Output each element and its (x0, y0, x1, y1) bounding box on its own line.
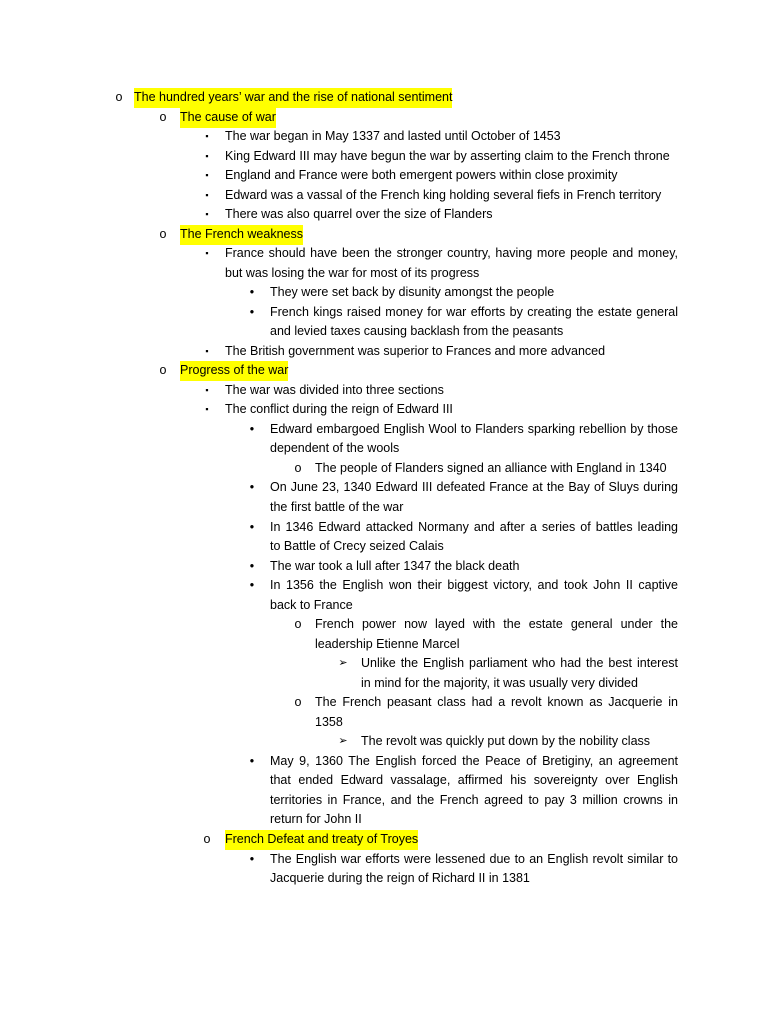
text-line: territories in France, and the French agreed to pay 3 million crowns in (270, 793, 678, 807)
text-line: but was losing the war for most of its progress (225, 266, 480, 280)
square-bullet: ▪ (205, 385, 209, 395)
dot-bullet: • (249, 422, 255, 436)
text-line: French kings raised money for war efforts by creating the estate general (270, 305, 678, 319)
text-line: They were set back by disunity amongst the people (270, 285, 555, 299)
dot-bullet: • (249, 559, 255, 573)
dot-bullet: • (249, 520, 255, 534)
square-bullet: ▪ (205, 190, 209, 200)
circle-bullet: o (159, 110, 167, 124)
circle-bullet: o (115, 90, 123, 104)
text-line: The war was divided into three sections (225, 383, 444, 397)
dot-bullet: • (249, 578, 255, 592)
text-line: The revolt was quickly put down by the nobility class (361, 734, 651, 748)
text-line: leadership Etienne Marcel (315, 637, 460, 651)
arrow-bullet: ➢ (338, 735, 348, 747)
text-line: In 1356 the English won their biggest victory, and took John II captive (270, 578, 678, 592)
text-line: King Edward III may have begun the war by asserting claim to the French throne (225, 149, 670, 163)
square-bullet: ▪ (205, 170, 209, 180)
text-line: dependent of the wools (270, 441, 400, 455)
text-line: Edward embargoed English Wool to Flanders sparking rebellion by those (270, 422, 678, 436)
circle-bullet: o (294, 695, 302, 709)
circle-bullet: o (294, 617, 302, 631)
text-line: back to France (270, 598, 353, 612)
text-line: The English war efforts were lessened due to an English revolt similar to (270, 852, 678, 866)
text-line: The French peasant class had a revolt known as Jacquerie in (315, 695, 678, 709)
square-bullet: ▪ (205, 346, 209, 356)
subheading-progress-of-war: Progress of the war (180, 361, 288, 381)
dot-bullet: • (249, 754, 255, 768)
circle-bullet: o (159, 227, 167, 241)
text-line: Edward was a vassal of the French king holding several fiefs in French territory (225, 188, 662, 202)
text-line: There was also quarrel over the size of Flanders (225, 207, 493, 221)
circle-bullet: o (294, 461, 302, 475)
subheading-cause-of-war: The cause of war (180, 108, 276, 128)
text-line: the first battle of the war (270, 500, 404, 514)
text-line: The war began in May 1337 and lasted until October of 1453 (225, 129, 561, 143)
circle-bullet: o (203, 832, 211, 846)
square-bullet: ▪ (205, 404, 209, 414)
text-line: Jacquerie during the reign of Richard II in 1381 (270, 871, 530, 885)
square-bullet: ▪ (205, 248, 209, 258)
text-line: French power now layed with the estate general under the (315, 617, 678, 631)
dot-bullet: • (249, 305, 255, 319)
text-line: France should have been the stronger country, having more people and money, (225, 246, 678, 260)
text-line: to Battle of Crecy seized Calais (270, 539, 444, 553)
text-line: The British government was superior to Frances and more advanced (225, 344, 606, 358)
dot-bullet: • (249, 285, 255, 299)
text-line: The war took a lull after 1347 the black death (270, 559, 520, 573)
text-line: On June 23, 1340 Edward III defeated France at the Bay of Sluys during (270, 480, 678, 494)
subheading-french-weakness: The French weakness (180, 225, 303, 245)
text-line: and levied taxes causing backlash from the peasants (270, 324, 564, 338)
text-line: 1358 (315, 715, 343, 729)
square-bullet: ▪ (205, 151, 209, 161)
circle-bullet: o (159, 363, 167, 377)
square-bullet: ▪ (205, 131, 209, 141)
text-line: in mind for the majority, it was usually very divided (361, 676, 638, 690)
dot-bullet: • (249, 852, 255, 866)
section-heading: The hundred years’ war and the rise of national sentiment (134, 88, 452, 108)
square-bullet: ▪ (205, 209, 209, 219)
arrow-bullet: ➢ (338, 657, 348, 669)
text-line: England and France were both emergent powers within close proximity (225, 168, 618, 182)
text-line: that ended Edward vassalage, affirmed his sovereignty over English (270, 773, 678, 787)
text-line: In 1346 Edward attacked Normany and after a series of battles leading (270, 520, 678, 534)
text-line: The people of Flanders signed an alliance with England in 1340 (315, 461, 667, 475)
dot-bullet: • (249, 480, 255, 494)
text-line: return for John II (270, 812, 362, 826)
text-line: May 9, 1360 The English forced the Peace of Bretiginy, an agreement (270, 754, 678, 768)
text-line: The conflict during the reign of Edward III (225, 402, 453, 416)
text-line: Unlike the English parliament who had the best interest (361, 656, 678, 670)
subheading-french-defeat: French Defeat and treaty of Troyes (225, 830, 418, 850)
